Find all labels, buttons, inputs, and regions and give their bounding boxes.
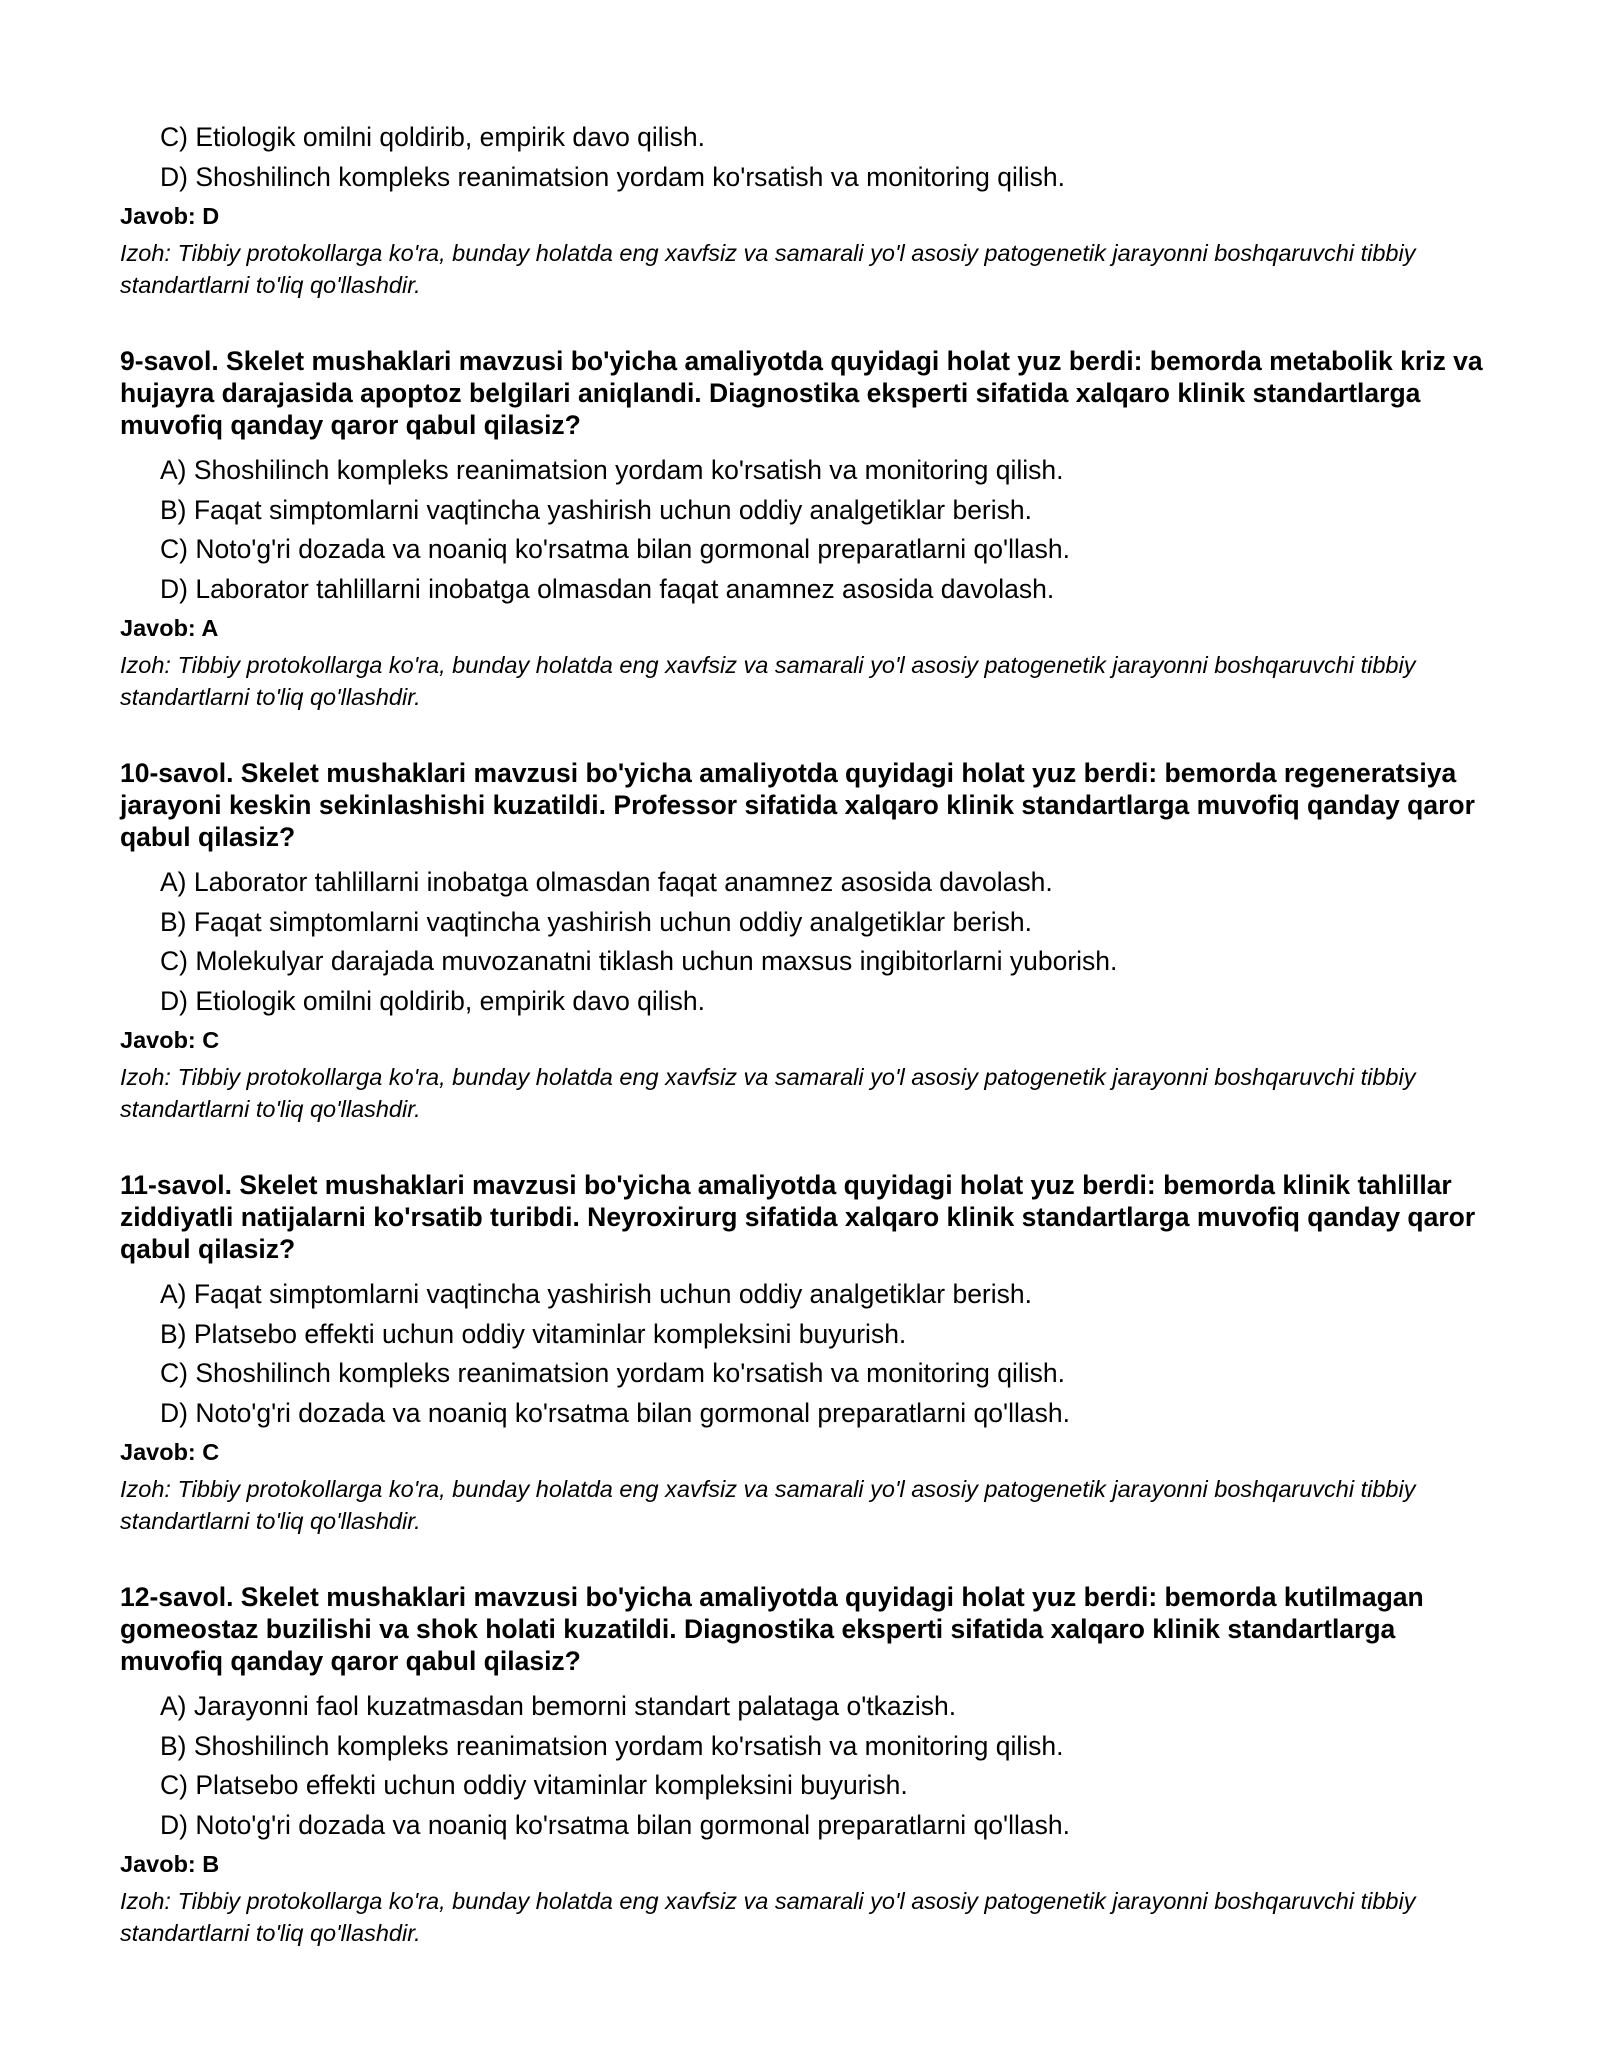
answer-option: C) Shoshilinch kompleks reanimatsion yordam ko'rsatish va monitoring qilish.: [160, 1358, 1065, 1388]
question-text: 11-savol. Skelet mushaklari mavzusi bo'yicha amaliyotda quyidagi holat yuz berdi: bemorda klinik tahlillar ziddiyatli natijalarni ko'rsatib turibdi. Neyroxirurg sifatida xalqaro klinik standartlarga muvofiq qanday qaror qabul qilasiz?: [120, 1170, 1476, 1264]
answer-option: C) Molekulyar darajada muvozanatni tiklash uchun maxsus ingibitorlarni yuborish.: [160, 946, 1118, 976]
explanation-note: Izoh: Tibbiy protokollarga ko'ra, bunday holatda eng xavfsiz va samarali yo'l asosiy patogenetik jarayonni boshqaruvchi tibbiy standartlarni to'liq qo'llashdir.: [120, 1476, 1416, 1534]
answer-option: D) Noto'g'ri dozada va noaniq ko'rsatma bilan gormonal preparatlarni qo'llash.: [160, 1397, 1070, 1428]
answer-option: A) Laborator tahlillarni inobatga olmasdan faqat anamnez asosida davolash.: [160, 867, 1053, 897]
answer-option: A) Shoshilinch kompleks reanimatsion yordam ko'rsatish va monitoring qilish.: [160, 455, 1064, 485]
explanation-note: Izoh: Tibbiy protokollarga ko'ra, bunday holatda eng xavfsiz va samarali yo'l asosiy patogenetik jarayonni boshqaruvchi tibbiy standartlarni to'liq qo'llashdir.: [120, 1888, 1416, 1946]
explanation-note: Izoh: Tibbiy protokollarga ko'ra, bunday holatda eng xavfsiz va samarali yo'l asosiy patogenetik jarayonni boshqaruvchi tibbiy standartlarni to'liq qo'llashdir.: [120, 652, 1416, 710]
correct-answer: Javob: C: [120, 1027, 220, 1053]
correct-answer: Javob: A: [120, 615, 219, 641]
explanation-note: Izoh: Tibbiy protokollarga ko'ra, bunday holatda eng xavfsiz va samarali yo'l asosiy patogenetik jarayonni boshqaruvchi tibbiy standartlarni to'liq qo'llashdir.: [120, 1064, 1416, 1122]
question-text: 12-savol. Skelet mushaklari mavzusi bo'yicha amaliyotda quyidagi holat yuz berdi: bemorda kutilmagan gomeostaz buzilishi va shok holati kuzatildi. Diagnostika eksperti sifatida xalqaro klinik standartlarga muvofiq qanday qaror qabul qilasiz?: [120, 1582, 1424, 1676]
answer-option: B) Faqat simptomlarni vaqtincha yashirish uchun oddiy analgetiklar berish.: [160, 494, 1032, 525]
carryover-block: [120, 118, 1500, 301]
correct-answer: Javob: B: [120, 1851, 220, 1877]
question-block-12: [120, 1581, 1500, 1949]
answer-option: C) Etiologik omilni qoldirib, empirik davo qilish.: [160, 122, 705, 152]
correct-answer: Javob: D: [120, 203, 220, 229]
correct-answer: Javob: C: [120, 1439, 220, 1465]
answer-option: B) Faqat simptomlarni vaqtincha yashirish uchun oddiy analgetiklar berish.: [160, 906, 1032, 937]
document-page: [120, 118, 1500, 1949]
question-text: 9-savol. Skelet mushaklari mavzusi bo'yicha amaliyotda quyidagi holat yuz berdi: bemorda metabolik kriz va hujayra darajasida apoptoz belgilari aniqlandi. Diagnostika eksperti sifatida xalqaro klinik standartlarga muvofiq qanday qaror qabul qilasiz?: [120, 346, 1483, 440]
answer-option: C) Platsebo effekti uchun oddiy vitaminlar kompleksini buyurish.: [160, 1770, 908, 1800]
answer-option: D) Noto'g'ri dozada va noaniq ko'rsatma bilan gormonal preparatlarni qo'llash.: [160, 1809, 1070, 1840]
answer-option: C) Noto'g'ri dozada va noaniq ko'rsatma bilan gormonal preparatlarni qo'llash.: [160, 534, 1070, 564]
explanation-note: Izoh: Tibbiy protokollarga ko'ra, bunday holatda eng xavfsiz va samarali yo'l asosiy patogenetik jarayonni boshqaruvchi tibbiy standartlarni to'liq qo'llashdir.: [120, 240, 1416, 298]
answer-option: A) Faqat simptomlarni vaqtincha yashirish uchun oddiy analgetiklar berish.: [160, 1279, 1032, 1309]
question-text: 10-savol. Skelet mushaklari mavzusi bo'yicha amaliyotda quyidagi holat yuz berdi: bemorda regeneratsiya jarayoni keskin sekinlashishi kuzatildi. Professor sifatida xalqaro klinik standartlarga muvofiq qanday qaror qabul qilasiz?: [120, 758, 1475, 852]
question-block-10: [120, 757, 1500, 1125]
answer-option: B) Shoshilinch kompleks reanimatsion yordam ko'rsatish va monitoring qilish.: [160, 1730, 1064, 1761]
answer-option: D) Shoshilinch kompleks reanimatsion yordam ko'rsatish va monitoring qilish.: [160, 161, 1065, 192]
answer-option: A) Jarayonni faol kuzatmasdan bemorni standart palataga o'tkazish.: [160, 1691, 957, 1721]
question-block-11: [120, 1169, 1500, 1537]
answer-option: D) Laborator tahlillarni inobatga olmasdan faqat anamnez asosida davolash.: [160, 573, 1055, 604]
answer-option: D) Etiologik omilni qoldirib, empirik davo qilish.: [160, 985, 705, 1016]
answer-option: B) Platsebo effekti uchun oddiy vitaminlar kompleksini buyurish.: [160, 1318, 907, 1349]
question-block-9: [120, 345, 1500, 713]
